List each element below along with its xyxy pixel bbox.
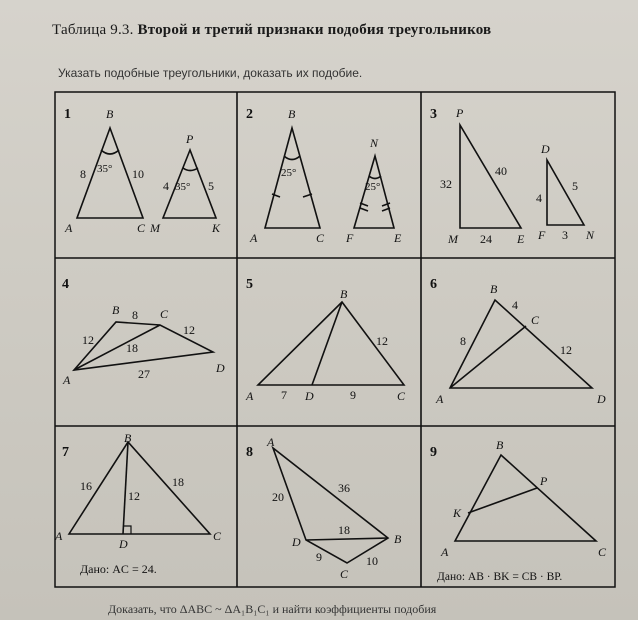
angle-label: 25° — [365, 181, 381, 193]
label-a: A — [267, 435, 275, 449]
side-label: 8 — [460, 334, 466, 348]
angle-label: 35° — [175, 181, 191, 193]
label-b: B — [340, 287, 348, 301]
side-label: 18 — [172, 475, 184, 489]
figure-9 — [437, 438, 607, 583]
table-heading: Второй и третий признаки подобия треугольников — [137, 22, 492, 38]
angle-arc — [101, 150, 119, 154]
label-f: F — [538, 228, 546, 242]
given-condition: Дано: AC = 24. — [80, 562, 157, 576]
quadrilateral-adcb — [273, 448, 388, 563]
side-label: 9 — [350, 388, 356, 402]
label-c: C — [397, 389, 406, 403]
label-n: N — [370, 136, 379, 150]
cell-number-2: 2 — [246, 107, 253, 122]
side-label: 5 — [208, 179, 214, 193]
side-label: 4 — [163, 179, 169, 193]
angle-label: 35° — [97, 163, 113, 175]
figure-6 — [435, 282, 606, 406]
side-label: 18 — [126, 341, 138, 355]
figure-5 — [245, 287, 406, 403]
label-d: D — [119, 537, 128, 551]
segment-bd — [312, 302, 342, 385]
side-label: 27 — [138, 367, 150, 381]
cell-number-1: 1 — [64, 107, 71, 122]
side-label: 36 — [338, 481, 350, 495]
side-label: 12 — [560, 343, 572, 357]
diagonal-db — [306, 538, 388, 540]
altitude-bd — [123, 442, 128, 534]
angle-arc — [183, 168, 198, 171]
side-label: 8 — [132, 308, 138, 322]
side-label: 18 — [338, 523, 350, 537]
cell-number-3: 3 — [430, 107, 437, 122]
label-a: A — [436, 392, 444, 406]
diagonal-ac — [74, 325, 160, 370]
label-b: B — [112, 303, 120, 317]
segment-kp — [468, 488, 537, 513]
label-b: B — [288, 107, 296, 121]
label-b: B — [124, 431, 132, 445]
label-m: M — [150, 221, 160, 235]
side-label: 12 — [376, 334, 388, 348]
instruction-text: Указать подобные треугольники, доказать их подобие. — [58, 66, 363, 80]
label-p: P — [456, 106, 464, 120]
label-k: K — [453, 506, 462, 520]
right-angle-mark — [123, 526, 131, 534]
side-label: 12 — [128, 489, 140, 503]
side-label: 10 — [366, 554, 378, 568]
label-c: C — [531, 313, 540, 327]
label-c: C — [213, 529, 222, 543]
label-d: D — [541, 142, 550, 156]
label-c: C — [340, 567, 349, 581]
side-label: 40 — [495, 164, 507, 178]
angle-arc — [369, 176, 381, 179]
label-c: C — [598, 545, 607, 559]
label-p: P — [186, 132, 194, 146]
figure-7 — [54, 431, 222, 576]
label-c: C — [160, 307, 169, 321]
side-label: 9 — [316, 550, 322, 564]
label-b: B — [394, 532, 402, 546]
label-m: M — [448, 232, 458, 246]
triangle-abc — [455, 455, 596, 541]
figure-8 — [266, 435, 402, 581]
label-d: D — [597, 392, 606, 406]
figure-3 — [440, 106, 595, 246]
cell-number-7: 7 — [62, 445, 69, 460]
cell-number-8: 8 — [246, 445, 253, 460]
side-label: 10 — [132, 167, 144, 181]
side-label: 3 — [562, 228, 568, 242]
label-p: P — [540, 474, 548, 488]
label-e: E — [394, 231, 402, 245]
side-label: 4 — [536, 191, 542, 205]
label-c: C — [316, 231, 325, 245]
label-b: B — [106, 107, 114, 121]
side-label: 4 — [512, 298, 518, 312]
label-a: A — [246, 389, 254, 403]
cell-number-5: 5 — [246, 277, 253, 292]
table-number: Таблица 9.3. — [52, 22, 134, 38]
triangle-mpe — [460, 125, 521, 228]
tick-mark — [360, 208, 368, 211]
label-k: K — [212, 221, 221, 235]
label-f: F — [346, 231, 354, 245]
figure-1 — [64, 107, 221, 235]
label-n: N — [586, 228, 595, 242]
angle-arc — [284, 156, 300, 160]
label-a: A — [55, 529, 63, 543]
figure-4 — [62, 303, 225, 387]
side-label: 12 — [183, 323, 195, 337]
label-b: B — [496, 438, 504, 452]
footer-text: Доказать, что ΔABC ~ ΔA₁B₁C₁ и найти коэффициенты подобия — [108, 602, 437, 616]
label-a: A — [65, 221, 73, 235]
label-a: A — [63, 373, 71, 387]
side-label: 20 — [272, 490, 284, 504]
side-label: 12 — [82, 333, 94, 347]
label-d: D — [305, 389, 314, 403]
side-label: 5 — [572, 179, 578, 193]
label-b: B — [490, 282, 498, 296]
figure-2 — [249, 107, 402, 245]
label-c: C — [137, 221, 146, 235]
label-a: A — [441, 545, 449, 559]
label-d: D — [292, 535, 301, 549]
cell-number-6: 6 — [430, 277, 437, 292]
angle-label: 25° — [281, 167, 297, 179]
label-a: A — [250, 231, 258, 245]
side-label: 24 — [480, 232, 492, 246]
given-condition: Дано: AB · BK = CB · BP. — [437, 571, 563, 583]
label-e: E — [517, 232, 525, 246]
side-label: 16 — [80, 479, 92, 493]
side-label: 32 — [440, 177, 452, 191]
label-d: D — [216, 361, 225, 375]
side-label: 8 — [80, 167, 86, 181]
side-label: 7 — [281, 388, 287, 402]
cell-number-4: 4 — [62, 277, 69, 292]
cell-number-9: 9 — [430, 445, 437, 460]
triangle-fdn — [547, 160, 584, 225]
